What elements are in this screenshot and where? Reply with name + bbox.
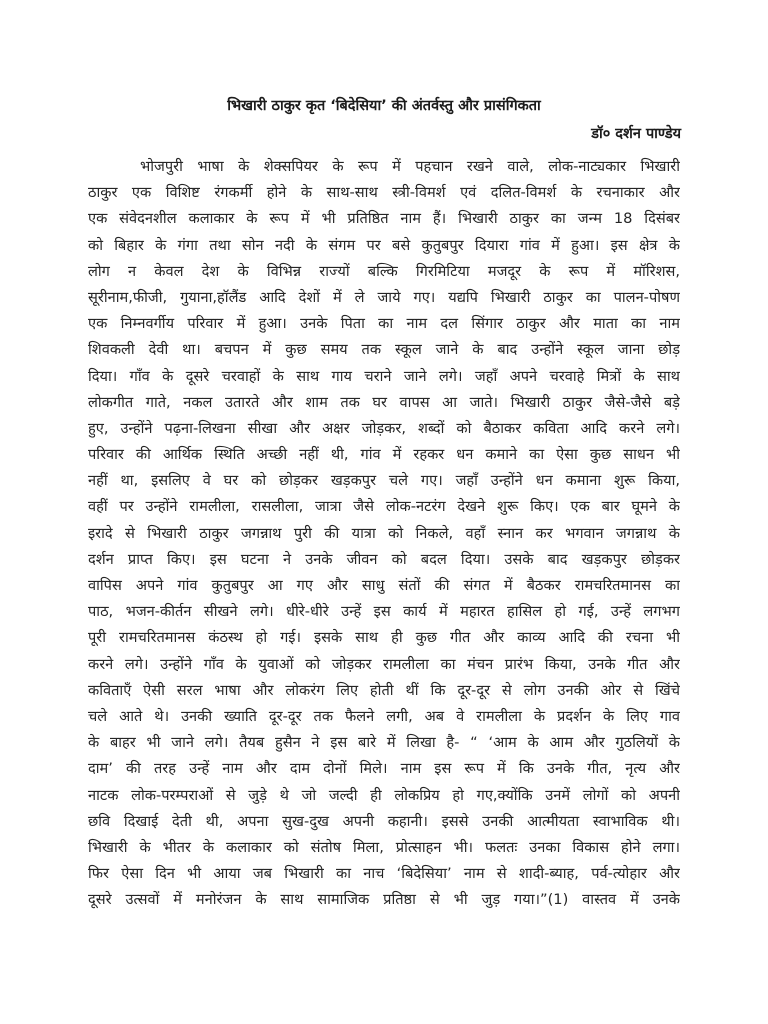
author-name: डॉ० दर्शन पाण्डेय <box>591 126 681 142</box>
paragraph-line: परिवार की आर्थिक स्थिति अच्छी नहीं थी, गांव में रहकर धन कमाने का ऐसा कुछ साधन भी <box>88 446 680 464</box>
paragraph-line: भिखारी के भीतर के कलाकार को संतोष मिला, प्रोत्साहन भी। फलतः उनका विकास होने लगा। <box>88 838 680 856</box>
paragraph-line: करने लगे। उन्होंने गाँव के युवाओं को जोड़कर रामलीला का मंचन प्रारंभ किया, उनके गीत और <box>88 655 680 673</box>
paragraph-line: के बाहर भी जाने लगे। तैयब हुसैन ने इस बारे में लिखा है- “ ‘आम के आम और गुठलियों के <box>88 734 680 752</box>
paragraph-line: शिवकली देवी था। बचपन में कुछ समय तक स्कूल जाने के बाद उन्होंने स्कूल जाना छोड़ <box>88 341 680 359</box>
paragraph-line: लोग न केवल देश के विभिन्न राज्यों बल्कि गिरमिटिया मजदूर के रूप में मॉरिशस, <box>88 262 680 280</box>
paragraph-line: पूरी रामचरितमानस कंठस्थ हो गई। इसके साथ ही कुछ गीत और काव्य आदि की रचना भी <box>88 629 680 647</box>
paragraph-line: चले आते थे। उनकी ख्याति दूर-दूर तक फैलने लगी, अब वे रामलीला के प्रदर्शन के लिए गाव <box>88 707 680 725</box>
paragraph-line: हुए, उन्होंने पढ़ना-लिखना सीखा और अक्षर जोड़कर, शब्दों को बैठाकर कविता आदि करने लगे। <box>88 419 680 437</box>
paragraph-line: दाम’ की तरह उन्हें नाम और दाम दोनों मिले। नाम इस रूप में कि उनके गीत, नृत्य और <box>88 760 680 778</box>
paragraph-line: एक निम्नवर्गीय परिवार में हुआ। उनके पिता का नाम दल सिंगार ठाकुर और माता का नाम <box>88 315 680 333</box>
paragraph-line: इरादे से भिखारी ठाकुर जगन्नाथ पुरी की यात्रा को निकले, वहाँ स्नान कर भगवान जगन्नाथ के <box>88 524 680 542</box>
paragraph-line: वहीं पर उन्होंने रामलीला, रासलीला, जात्रा जैसे लोक-नटरंग देखने शुरू किए। एक बार घूमने के <box>88 498 680 516</box>
paragraph-line: नहीं था, इसलिए वे घर को छोड़कर खड़कपुर चले गए। जहाँ उन्होंने धन कमाना शुरू किया, <box>88 472 680 490</box>
paragraph-line: दूसरे उत्सवों में मनोरंजन के साथ सामाजिक प्रतिष्ठा से भी जुड़ गया।”(1) वास्तव में उनके <box>88 891 680 909</box>
paragraph-line: एक संवेदनशील कलाकार के रूप में भी प्रतिष्ठित नाम हैं। भिखारी ठाकुर का जन्म 18 दिसंबर <box>88 210 680 228</box>
article-title: भिखारी ठाकुर कृत ‘बिदेसिया’ की अंतर्वस्तु और प्रासंगिकता <box>227 98 541 114</box>
paragraph-line: फिर ऐसा दिन भी आया जब भिखारी का नाच ‘बिदेसिया’ नाम से शादी-ब्याह, पर्व-त्योहार और <box>88 865 680 883</box>
paragraph-line: दिया। गाँव के दूसरे चरवाहों के साथ गाय चराने जाने लगे। जहाँ अपने चरवाहे मित्रों के साथ <box>88 367 680 385</box>
paragraph-line: दर्शन प्राप्त किए। इस घटना ने उनके जीवन को बदल दिया। उसके बाद खड़कपुर छोड़कर <box>88 550 680 568</box>
paragraph-line: छवि दिखाई देती थी, अपना सुख-दुख अपनी कहानी। इससे उनकी आत्मीयता स्वाभाविक थी। <box>88 812 680 830</box>
paragraph-line: कविताएँ ऐसी सरल भाषा और लोकरंग लिए होती थीं कि दूर-दूर से लोग उनकी ओर से खिंचे <box>88 681 680 699</box>
paragraph-line: पाठ, भजन-कीर्तन सीखने लगे। धीरे-धीरे उन्हें इस कार्य में महारत हासिल हो गई, उन्हें लगभग <box>88 603 680 621</box>
paragraph-line: सूरीनाम,फीजी, गुयाना,हॉलैंड आदि देशों में ले जाये गए। यद्यपि भिखारी ठाकुर का पालन-पोषण <box>88 288 680 306</box>
paragraph-line: वापिस अपने गांव कुतुबपुर आ गए और साधु संतों की संगत में बैठकर रामचरितमानस का <box>88 577 680 594</box>
paragraph-line: को बिहार के गंगा तथा सोन नदी के संगम पर बसे कुतुबपुर दियारा गांव में हुआ। इस क्षेत्र के <box>88 236 680 254</box>
body-paragraph <box>88 154 680 913</box>
paragraph-line: भोजपुरी भाषा के शेक्सपियर के रूप में पहचान रखने वाले, लोक-नाट्यकार भिखारी <box>140 158 680 175</box>
paragraph-line: नाटक लोक-परम्पराओं से जुड़े थे जो जल्दी ही लोकप्रिय हो गए,क्योंकि उनमें लोगों को अपनी <box>88 786 680 804</box>
paragraph-line: ठाकुर एक विशिष्ट रंगकर्मी होने के साथ-साथ स्त्री-विमर्श एवं दलित-विमर्श के रचनाकार और <box>88 184 680 202</box>
paragraph-line: लोकगीत गाते, नकल उतारते और शाम तक घर वापस आ जाते। भिखारी ठाकुर जैसे-जैसे बड़े <box>88 393 680 411</box>
